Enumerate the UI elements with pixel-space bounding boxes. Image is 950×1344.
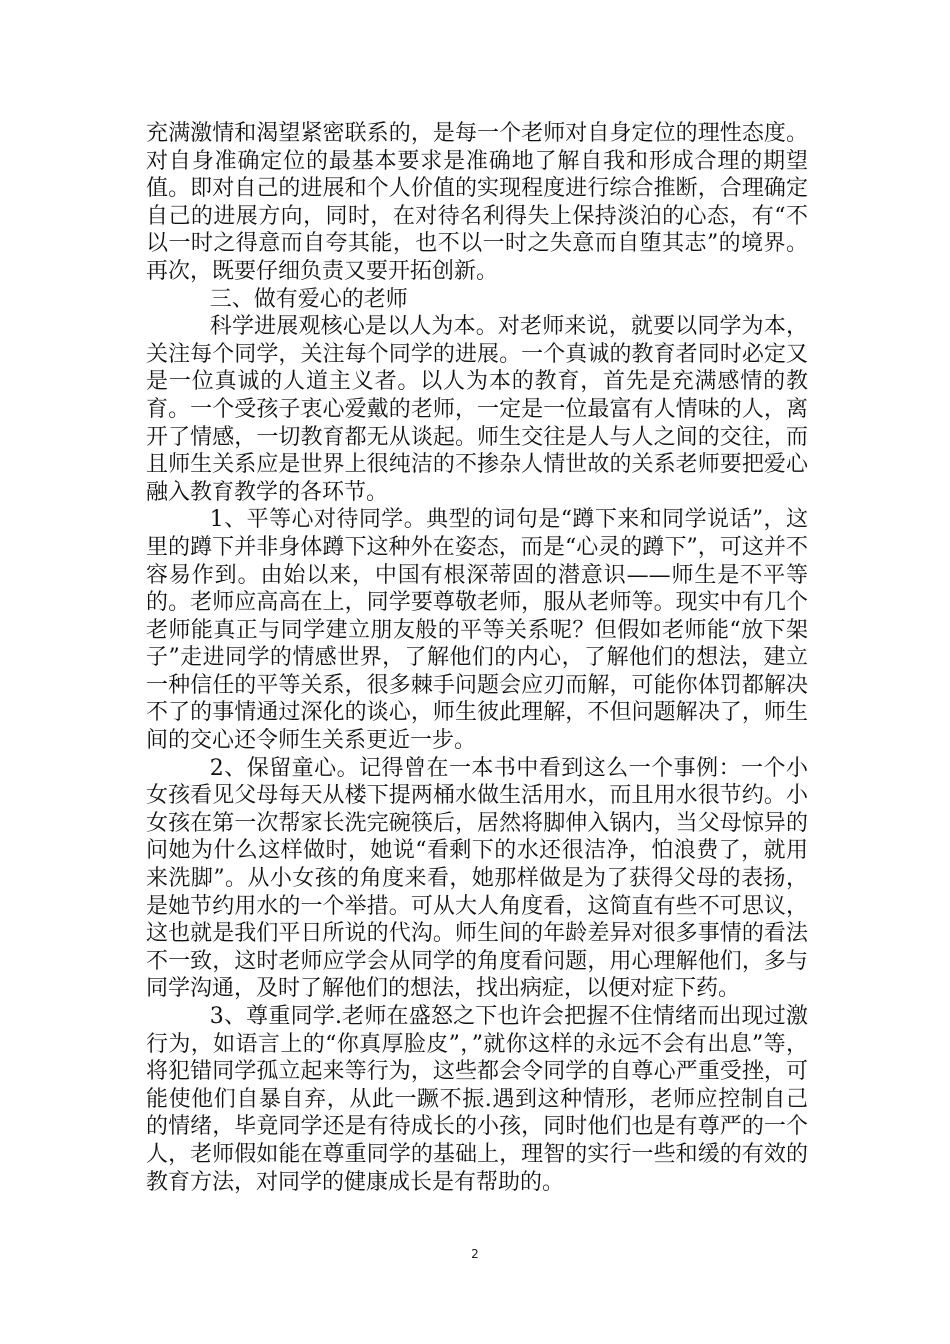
paragraph-people-oriented: 科学进展观核心是以人为本。对老师来说，就要以同学为本，关注每个同学，关注每个同学的进展。一个真诚的教育者同时必定又是一位真诚的人道主义者。以人为本的教育，首先是充满感情的教育。一个受孩子衷心爱戴的老师，一定是一位最富有人情味的人，离开了情感，一切教育都无从谈起。师生交往是人与人之间的交往，而且师生关系应是世界上很纯洁的不掺杂人情世故的关系老师要把爱心融入教育教学的各环节。 <box>146 314 808 505</box>
paragraph-respect: 3、尊重同学.老师在盛怒之下也许会把握不住情绪而出现过激行为，如语言上的“你真厚脸皮”，”就你这样的永远不会有出息”等，将犯错同学孤立起来等行为，这些都会令同学的自尊心严重受挫，可能使他们自暴自弃，从此一蹶不振.遇到这种情形，老师应控制自己的情绪，毕竟同学还是有待成长的小孩，同时他们也是有尊严的一个人，老师假如能在尊重同学的基础上，理智的实行一些和缓的有效的教育方法，对同学的健康成长是有帮助的。 <box>146 1004 808 1195</box>
section-heading-caring-teacher: 三、做有爱心的老师 <box>209 286 408 312</box>
paragraph-childlike-heart: 2、保留童心。记得曾在一本书中看到这么一个事例：一个小女孩看见父母每天从楼下提两桶水做生活用水，而且用水很节约。小女孩在第一次帮家长洗完碗筷后，居然将脚伸入锅内，当父母惊异的问她为什么这样做时，她说“看剩下的水还很洁净，怕浪费了，就用来洗脚”。从小女孩的角度来看，她那样做是为了获得父母的表扬，是她节约用水的一个举措。可从大人角度看，这简直有些不可思议，这也就是我们平日所说的代沟。师生间的年龄差异对很多事情的看法不一致，这时老师应学会从同学的角度看问题，用心理解他们，多与同学沟通，及时了解他们的想法，找出病症，以便对症下药。 <box>146 755 808 1002</box>
page-number: 2 <box>471 1247 479 1261</box>
paragraph-continued-self-positioning: 充满激情和渴望紧密联系的，是每一个老师对自身定位的理性态度。对自身准确定位的最基本要求是准确地了解自我和形成合理的期望值。即对自己的进展和个人价值的实现程度进行综合推断，合理确定自己的进展方向，同时，在对待名利得失上保持淡泊的心态，有“不以一时之得意而自夸其能，也不以一时之失意而自堕其志”的境界。再次，既要仔细负责又要开拓创新。 <box>146 121 808 284</box>
document-body <box>146 120 808 1196</box>
paragraph-equality: 1、平等心对待同学。典型的词句是“蹲下来和同学说话”，这里的蹲下并非身体蹲下这种外在姿态，而是“心灵的蹲下”，可这并不容易作到。由始以来，中国有根深蒂固的潜意识——师生是不平等的。老师应高高在上，同学要尊敬老师，服从老师等。现实中有几个老师能真正与同学建立朋友般的平等关系呢？但假如老师能“放下架子”走进同学的情感世界，了解他们的内心，了解他们的想法，建立一种信任的平等关系，很多棘手问题会应刃而解，可能你体罚都解决不了的事情通过深化的谈心，师生彼此理解，不但问题解决了，师生间的交心还令师生关系更近一步。 <box>146 507 808 754</box>
